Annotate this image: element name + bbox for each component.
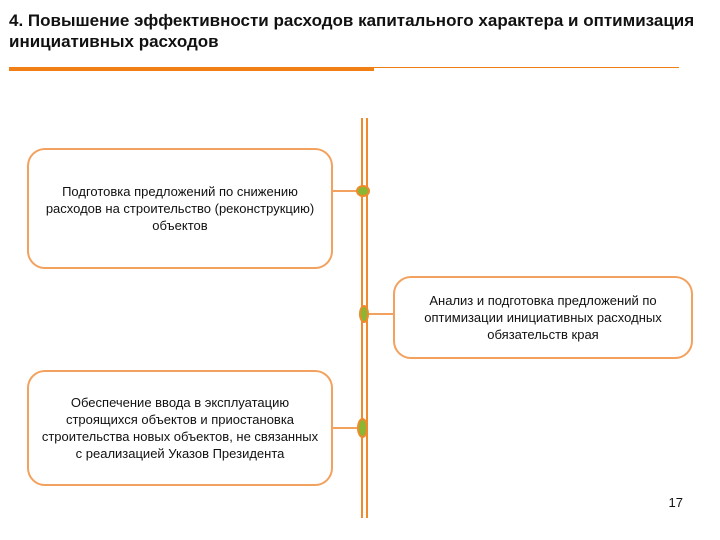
title-underline-thick: [9, 67, 374, 71]
page-number: 17: [668, 495, 683, 510]
timeline-node-2: [359, 305, 369, 323]
timeline-node-1: [356, 185, 370, 197]
title-underline-thin: [374, 67, 679, 68]
step-text-3: Обеспечение ввода в эксплуатацию строящихся объектов и приостановка строительства новых объектов, не связанных с реализацией Указов Президента: [41, 395, 319, 461]
step-box-1: [27, 148, 333, 269]
slide-title: 4. Повышение эффективности расходов капитального характера и оптимизация инициативных расходов: [9, 11, 695, 51]
step-box-2: [393, 276, 693, 359]
step-box-3: [27, 370, 333, 486]
timeline-node-3: [357, 418, 368, 438]
connector-2: [368, 313, 393, 315]
step-text-2: Анализ и подготовка предложений по оптимизации инициативных расходных обязательств края: [424, 293, 662, 342]
step-text-1: Подготовка предложений по снижению расходов на строительство (реконструкцию) объектов: [45, 184, 315, 233]
